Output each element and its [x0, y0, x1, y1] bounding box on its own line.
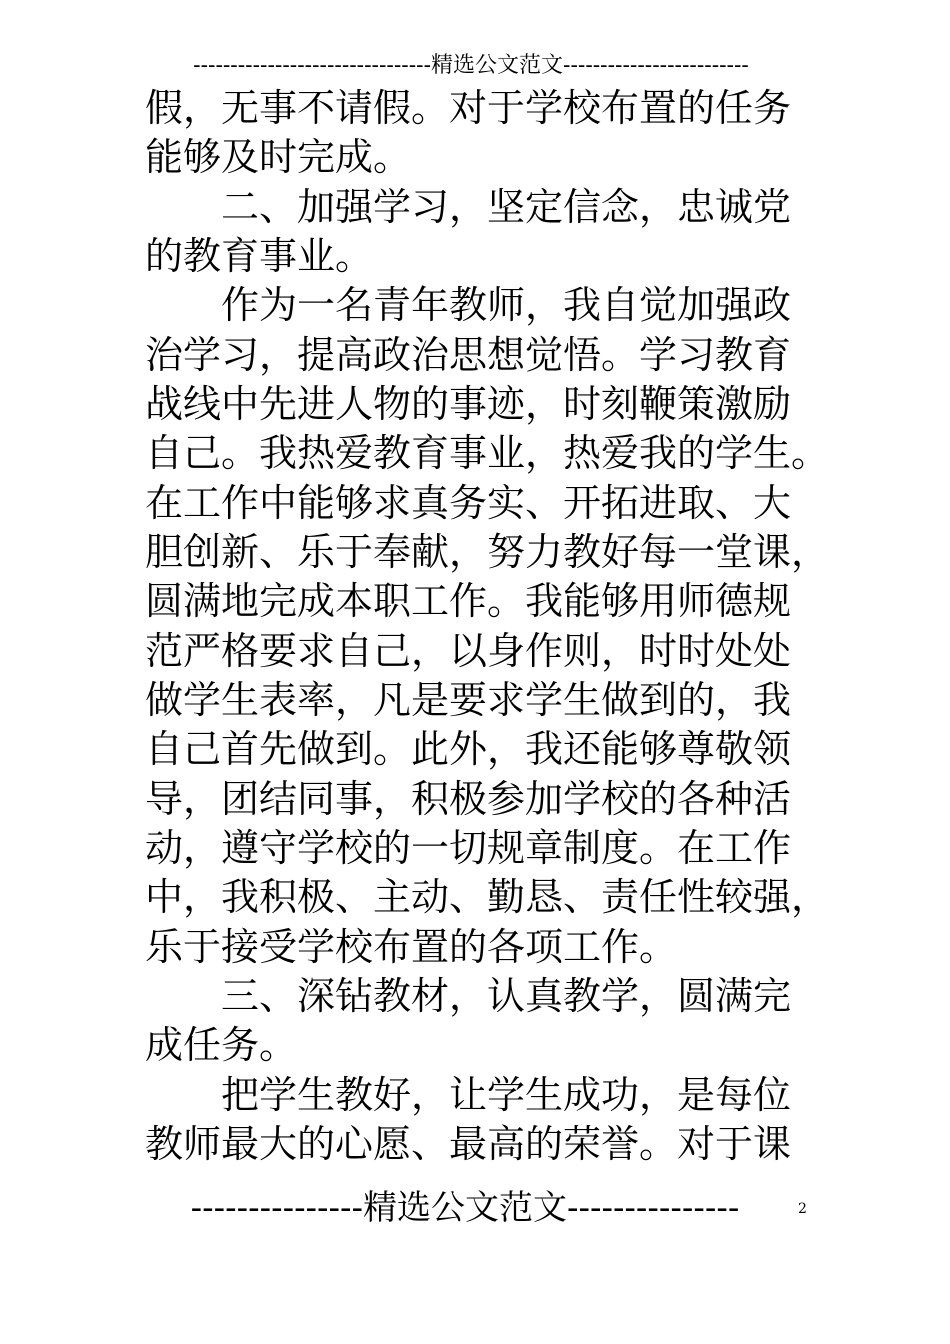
page-header: --------------------------------精选公文范文-------------------------	[193, 53, 749, 78]
text-line: 作为一名青年教师，我自觉加强政	[145, 283, 792, 328]
text-line: 圆满地完成本职工作。我能够用师德规	[145, 579, 792, 624]
text-line: 范严格要求自己，以身作则，时时处处	[145, 628, 792, 673]
section-heading-line: 三、深钻教材，认真教学，圆满完	[145, 973, 792, 1018]
page-footer: ---------------精选公文范文---------------	[190, 1188, 740, 1228]
text-line: 自己。我热爱教育事业，热爱我的学生。	[145, 431, 830, 476]
text-line: 教师最大的心愿、最高的荣誉。对于课	[145, 1121, 792, 1166]
text-line: 中，我积极、主动、勤恳、责任性较强，	[145, 875, 830, 920]
text-line: 动，遵守学校的一切规章制度。在工作	[145, 825, 792, 870]
text-line: 假，无事不请假。对于学校布置的任务	[145, 86, 792, 130]
text-line: 在工作中能够求真务实、开拓进取、大	[145, 480, 792, 525]
section-heading-line: 二、加强学习，坚定信念，忠诚党	[145, 184, 792, 229]
text-line: 治学习，提高政治思想觉悟。学习教育	[145, 332, 792, 377]
page-number: 2	[798, 1201, 807, 1217]
text-line: 导，团结同事，积极参加学校的各种活	[145, 776, 792, 821]
text-line: 能够及时完成。	[145, 135, 412, 180]
text-line: 自己首先做到。此外，我还能够尊敬领	[145, 727, 792, 772]
section-heading-line: 成任务。	[145, 1023, 298, 1068]
text-line: 做学生表率，凡是要求学生做到的，我	[145, 677, 792, 722]
document-body	[145, 84, 830, 1169]
text-line: 胆创新、乐于奉献，努力教好每一堂课，	[145, 529, 830, 574]
text-line: 战线中先进人物的事迹，时刻鞭策激励	[145, 381, 792, 426]
text-line: 乐于接受学校布置的各项工作。	[145, 924, 678, 969]
text-line: 把学生教好，让学生成功，是每位	[145, 1072, 792, 1117]
section-heading-line: 的教育事业。	[145, 233, 374, 278]
